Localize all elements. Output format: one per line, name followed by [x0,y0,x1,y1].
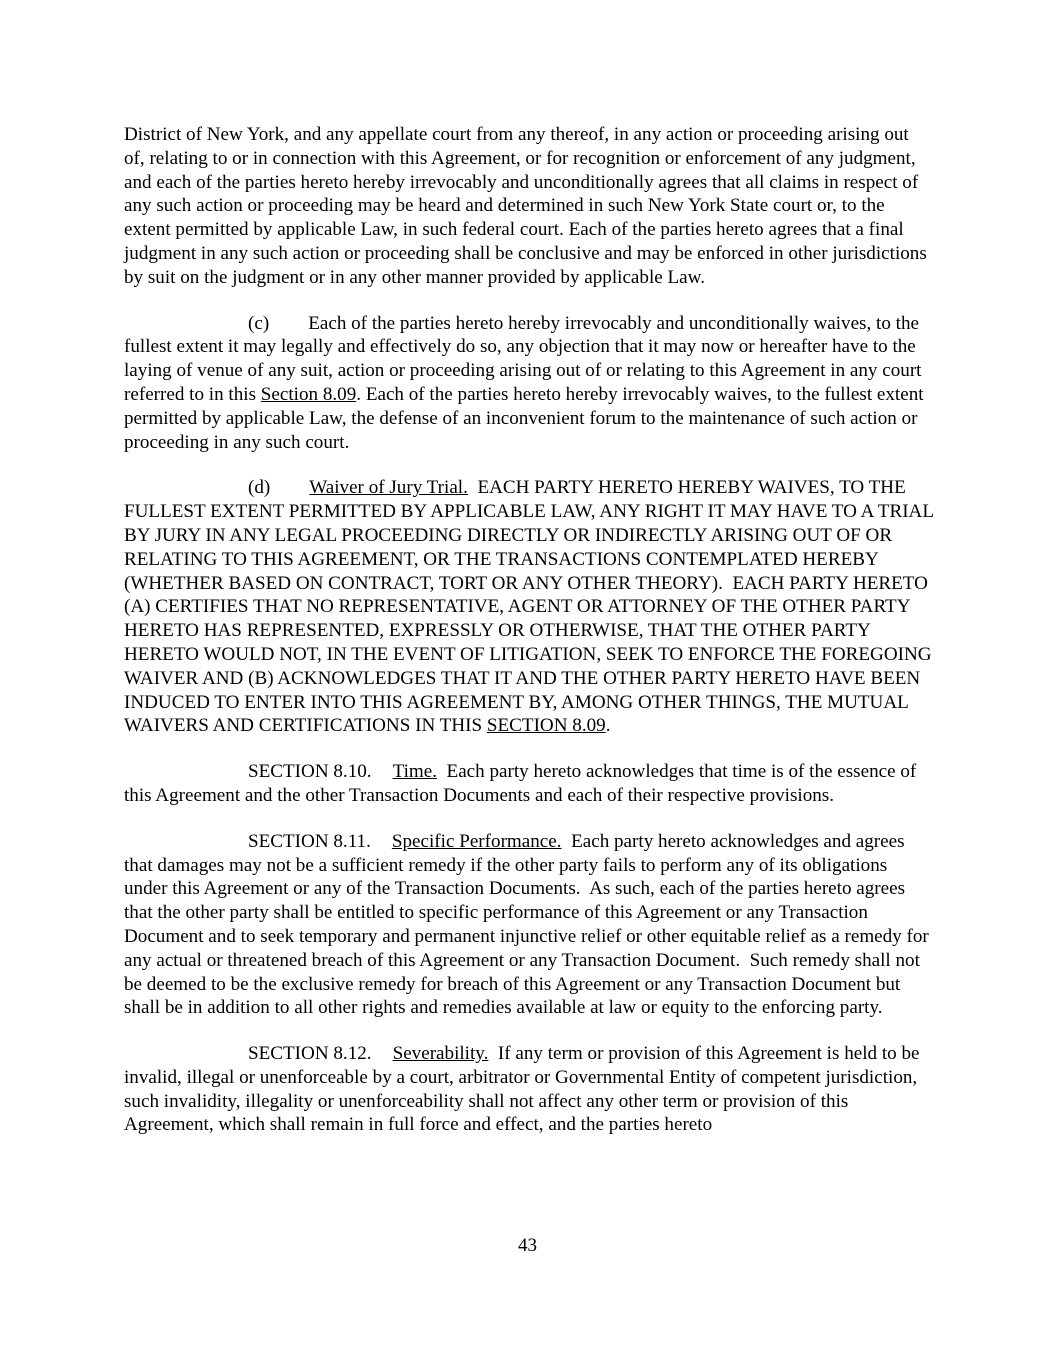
section-8-10-label: SECTION 8.10. [248,761,372,783]
page-number: 43 [517,1235,538,1256]
paragraph-d [124,476,939,738]
section-8-11-heading: Specific Performance. [391,830,562,852]
section-8-10 [124,760,934,808]
section-8-11 [124,830,934,1020]
paragraph-d-label: (d) [248,477,271,499]
paragraph-b-continuation [124,123,934,290]
paragraph-c-text-2: . Each of the parties hereto hereby irrevocably waives, to the fullest extent permitted by applicable Law, the defense of an inconvenient forum to the maintenance of such action or proceeding in any such court. [124,383,924,453]
section-8-12-label: SECTION 8.12. [248,1043,372,1065]
paragraph-d-text-1: EACH PARTY HERETO HEREBY WAIVES, TO THE FULLEST EXTENT PERMITTED BY APPLICABLE LAW, ANY RIGHT IT MAY HAVE TO A TRIAL BY JURY IN ANY LEGAL PROCEEDING DIRECTLY OR INDIRECTLY ARISING OUT OF OR RELATING TO THIS AGREEMENT, OR THE TRANSACTIONS CONTEMPLATED HEREBY (WHETHER BASED ON CONTRACT, TORT OR ANY OTHER THEORY). EACH PARTY HERETO (A) CERTIFIES THAT NO REPRESENTATIVE, AGENT OR ATTORNEY OF THE OTHER PARTY HERETO HAS REPRESENTED, EXPRESSLY OR OTHERWISE, THAT THE OTHER PARTY HERETO WOULD NOT, IN THE EVENT OF LITIGATION, SEEK TO ENFORCE THE FOREGOING WAIVER AND (B) ACKNOWLEDGES THAT IT AND THE OTHER PARTY HERETO HAVE BEEN INDUCED TO ENTER INTO THIS AGREEMENT BY, AMONG OTHER THINGS, THE MUTUAL WAIVERS AND CERTIFICATIONS IN THIS [124,477,939,737]
paragraph-b-text: District of New York, and any appellate court from any thereof, in any action or proceeding arising out of, relating to or in connection with this Agreement, or for recognition or enforcement of any judgment, and each of the parties hereto hereby irrevocably and unconditionally agrees that all claims in respect of any such action or proceeding may be heard and determined in such New York State court or, to the extent permitted by applicable Law, in such federal court. Each of the parties hereto agrees that a final judgment in any such action or proceeding shall be conclusive and may be enforced in other jurisdictions by suit on the judgment or in any other manner provided by applicable Law. [124,124,927,288]
section-8-10-text: Each party hereto acknowledges that time is of the essence of this Agreement and the other Transaction Documents and each of their respective provisions. [124,761,922,806]
section-reference-caps: SECTION 8.09 [486,715,606,737]
paragraph-c [124,312,934,455]
paragraph-d-heading: Waiver of Jury Trial. [309,477,468,499]
section-8-10-heading: Time. [392,761,437,783]
section-8-11-text: Each party hereto acknowledges and agrees that damages may not be a sufficient remedy if the other party fails to perform any of its obligations under this Agreement or any of the Transaction Documents. As such, each of the parties hereto agrees that the other party shall be entitled to specific performance of this Agreement or any Transaction Document and to seek temporary and permanent injunctive relief or other equitable relief as a remedy for any actual or threatened breach of this Agreement or any Transaction Document. Such remedy shall not be deemed to be the exclusive remedy for breach of this Agreement or any Transaction Document but shall be in addition to all other rights and remedies available at law or equity to the enforcing party. [124,830,934,1019]
paragraph-c-label: (c) [248,312,270,334]
section-reference-link: Section 8.09 [260,383,357,405]
section-8-12-text: If any term or provision of this Agreement is held to be invalid, illegal or unenforceable by a court, arbitrator or Governmental Entity of competent jurisdiction, such invalidity, illegality or unenforceability shall not affect any other term or provision of this Agreement, which shall remain in full force and effect, and the parties hereto [124,1043,925,1136]
document-page [124,123,939,1159]
section-8-12-heading: Severability. [392,1043,489,1065]
paragraph-d-text-2: . [605,715,611,737]
section-8-12 [124,1042,934,1137]
paragraph-c-text-1: Each of the parties hereto hereby irrevocably and unconditionally waives, to the fullest extent it may legally and effectively do so, any objection that it may now or hereafter have to the laying of venue of any suit, action or proceeding arising out of or relating to this Agreement in any court referred to in this [124,312,922,405]
section-8-11-label: SECTION 8.11. [248,830,371,852]
